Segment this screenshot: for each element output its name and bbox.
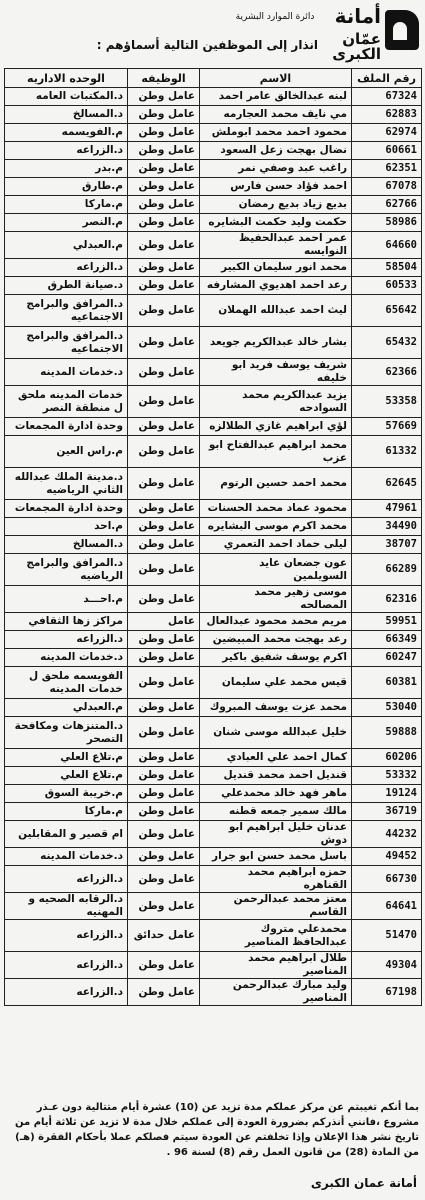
warning-heading: انذار إلى الموظفين التالية أسماؤهم :	[96, 38, 318, 52]
job-cell: عامل وطن	[128, 295, 200, 327]
table-row	[5, 436, 422, 468]
job-cell: عامل وطن	[128, 124, 200, 142]
file-number-cell: 47961	[352, 500, 422, 518]
file-number-cell: 62316	[352, 586, 422, 613]
file-number-cell: 62366	[352, 359, 422, 386]
file-number-cell: 60661	[352, 142, 422, 160]
file-number-cell: 67078	[352, 178, 422, 196]
table-row	[5, 500, 422, 518]
unit-cell: د.الزراعه	[5, 142, 128, 160]
table-row	[5, 586, 422, 613]
file-number-cell: 62974	[352, 124, 422, 142]
name-cell: عون جضعان عايد السويلمين	[200, 554, 352, 586]
table-row	[5, 952, 422, 979]
table-body	[5, 88, 422, 1006]
name-cell: محمد عزت يوسف المبروك	[200, 699, 352, 717]
gam-logo	[332, 2, 421, 63]
file-number-cell: 66349	[352, 631, 422, 649]
file-number-cell: 67324	[352, 88, 422, 106]
unit-cell: الفويسمه ملحق ل خدمات المدينه	[5, 667, 128, 699]
unit-cell: خدمات المدينه ملحق ل منطقة النصر	[5, 386, 128, 418]
unit-cell: م.العبدلي	[5, 699, 128, 717]
job-cell: عامل وطن	[128, 785, 200, 803]
file-number-cell: 38707	[352, 536, 422, 554]
file-number-cell: 53040	[352, 699, 422, 717]
name-cell: يزيد عبدالكريم محمد السوادحه	[200, 386, 352, 418]
name-cell: كمال احمد علي العبادي	[200, 749, 352, 767]
job-cell: عامل وطن	[128, 259, 200, 277]
job-cell: عامل وطن	[128, 586, 200, 613]
job-cell: عامل وطن	[128, 767, 200, 785]
job-cell: عامل وطن	[128, 749, 200, 767]
name-cell: شريف يوسف فريد ابو خليفه	[200, 359, 352, 386]
file-number-cell: 65642	[352, 295, 422, 327]
file-number-cell: 49452	[352, 848, 422, 866]
file-number-cell: 59888	[352, 717, 422, 749]
name-cell: باسل محمد حسن ابو جرار	[200, 848, 352, 866]
table-row	[5, 277, 422, 295]
column-header-name: الاسم	[200, 69, 352, 88]
unit-cell: د.خدمات المدينه	[5, 848, 128, 866]
name-cell: ماهر فهد خالد محمدعلي	[200, 785, 352, 803]
unit-cell: م.راس العين	[5, 436, 128, 468]
table-row	[5, 920, 422, 952]
unit-cell: د.الرقابه الصحيه و المهنيه	[5, 893, 128, 920]
unit-cell: م.بدر	[5, 160, 128, 178]
table-row	[5, 214, 422, 232]
name-cell: حمزه ابراهيم محمد القناهره	[200, 866, 352, 893]
table-row	[5, 767, 422, 785]
logo-text-line1: أمانة	[334, 4, 381, 28]
name-cell: بديع زياد بديع رمضان	[200, 196, 352, 214]
name-cell: احمد فؤاد حسن فارس	[200, 178, 352, 196]
file-number-cell: 60533	[352, 277, 422, 295]
unit-cell: د.الزراعه	[5, 631, 128, 649]
job-cell: عامل وطن	[128, 106, 200, 124]
table-row	[5, 866, 422, 893]
file-number-cell: 53332	[352, 767, 422, 785]
job-cell: عامل وطن	[128, 699, 200, 717]
job-cell: عامل وطن	[128, 160, 200, 178]
file-number-cell: 60247	[352, 649, 422, 667]
name-cell: لبنه عبدالخالق عامر احمد	[200, 88, 352, 106]
job-cell: عامل وطن	[128, 952, 200, 979]
job-cell: عامل وطن	[128, 386, 200, 418]
job-cell: عامل	[128, 613, 200, 631]
file-number-cell: 60381	[352, 667, 422, 699]
table-row	[5, 124, 422, 142]
table-row	[5, 418, 422, 436]
unit-cell: م.طارق	[5, 178, 128, 196]
table-row	[5, 536, 422, 554]
job-cell: عامل وطن	[128, 649, 200, 667]
department-name: دائرة الموارد البشرية	[235, 12, 315, 22]
job-cell: عامل وطن	[128, 178, 200, 196]
unit-cell: د.المرافق والبرامج الاجتماعيه	[5, 295, 128, 327]
name-cell: ليلى حماد احمد التعمري	[200, 536, 352, 554]
unit-cell: د.خدمات المدينه	[5, 359, 128, 386]
name-cell: رعد بهجت محمد المبيضين	[200, 631, 352, 649]
name-cell: ليث احمد عبدالله الهملان	[200, 295, 352, 327]
table-row	[5, 667, 422, 699]
job-cell: عامل وطن	[128, 468, 200, 500]
name-cell: بشار خالد عبدالكريم جويعد	[200, 327, 352, 359]
file-number-cell: 59951	[352, 613, 422, 631]
file-number-cell: 62351	[352, 160, 422, 178]
job-cell: عامل وطن	[128, 518, 200, 536]
unit-cell: د.المسالخ	[5, 106, 128, 124]
table-row	[5, 893, 422, 920]
column-header-file-number: رقم الملف	[352, 69, 422, 88]
table-row	[5, 613, 422, 631]
unit-cell: د.الزراعه	[5, 866, 128, 893]
table-row	[5, 327, 422, 359]
job-cell: عامل وطن	[128, 436, 200, 468]
file-number-cell: 34490	[352, 518, 422, 536]
table-row	[5, 106, 422, 124]
unit-cell: م.احـــد	[5, 586, 128, 613]
name-cell: محمدعلي متروك عبدالحافظ المناصير	[200, 920, 352, 952]
job-cell: عامل وطن	[128, 536, 200, 554]
file-number-cell: 62883	[352, 106, 422, 124]
unit-cell: د.الزراعه	[5, 259, 128, 277]
table-row	[5, 88, 422, 106]
table-row	[5, 468, 422, 500]
table-row	[5, 259, 422, 277]
table-row	[5, 848, 422, 866]
name-cell: مريم محمد محمود عبدالعال	[200, 613, 352, 631]
file-number-cell: 66730	[352, 866, 422, 893]
name-cell: لؤي ابراهيم غازي الطلالزه	[200, 418, 352, 436]
name-cell: راغب عبد وصفي نمر	[200, 160, 352, 178]
name-cell: محمد اكرم موسى البشايره	[200, 518, 352, 536]
table-row	[5, 178, 422, 196]
name-cell: محمد احمد حسين الرتوم	[200, 468, 352, 500]
name-cell: عمر احمد عبدالحفيظ النوايسه	[200, 232, 352, 259]
file-number-cell: 58504	[352, 259, 422, 277]
job-cell: عامل وطن	[128, 554, 200, 586]
job-cell: عامل وطن	[128, 277, 200, 295]
job-cell: عامل وطن	[128, 196, 200, 214]
file-number-cell: 62645	[352, 468, 422, 500]
table-row	[5, 518, 422, 536]
table-row	[5, 821, 422, 848]
gam-emblem-icon	[385, 10, 419, 50]
job-cell: عامل وطن	[128, 848, 200, 866]
name-cell: محمد انور سليمان الكبير	[200, 259, 352, 277]
job-cell: عامل وطن	[128, 866, 200, 893]
job-cell: عامل وطن	[128, 500, 200, 518]
unit-cell: د.مدينة الملك عبدالله الثاني الرياضيه	[5, 468, 128, 500]
unit-cell: وحدة ادارة المجمعات	[5, 500, 128, 518]
file-number-cell: 64660	[352, 232, 422, 259]
unit-cell: مراكز زها الثقافي	[5, 613, 128, 631]
name-cell: خليل عبدالله موسى شنان	[200, 717, 352, 749]
file-number-cell: 19124	[352, 785, 422, 803]
unit-cell: م.ماركا	[5, 803, 128, 821]
name-cell: طلال ابراهيم محمد المناصير	[200, 952, 352, 979]
name-cell: رعد احمد اهديوي المشارفه	[200, 277, 352, 295]
name-cell: وليد مبارك عبدالرحمن المناصير	[200, 979, 352, 1006]
file-number-cell: 57669	[352, 418, 422, 436]
notice-text: بما أنكم تغيبتم عن مركز عملكم مدة تزيد عن (10) عشرة أيام متتالية دون عـذر مشروع ،فانني أنذركم بضرورة العودة إلى عملكم خلال مدة لا تزيد عن ثلاثة أيام من تاريخ نشر هذا الإعلان وإذا تخلفتم عن العودة سيتم فصلكم عملا بأحكام الفقرة (هـ) من المادة (28) من قانون العمل رقم (8) لسنة 96 .	[15, 1102, 419, 1158]
job-cell: عامل وطن	[128, 803, 200, 821]
table-row	[5, 295, 422, 327]
unit-cell: م.النصر	[5, 214, 128, 232]
table-header-row	[5, 69, 422, 88]
unit-cell: م.الفويسمه	[5, 124, 128, 142]
job-cell: عامل وطن	[128, 142, 200, 160]
file-number-cell: 67198	[352, 979, 422, 1006]
signature: أمانة عمان الكبرى	[310, 1176, 417, 1190]
unit-cell: د.الزراعه	[5, 920, 128, 952]
table-row	[5, 142, 422, 160]
table-row	[5, 803, 422, 821]
name-cell: محمود عماد محمد الحسنات	[200, 500, 352, 518]
job-cell: عامل وطن	[128, 88, 200, 106]
job-cell: عامل وطن	[128, 359, 200, 386]
unit-cell: د.المسالخ	[5, 536, 128, 554]
unit-cell: م.خريبة السوق	[5, 785, 128, 803]
name-cell: معتز محمد عبدالرحمن القاسم	[200, 893, 352, 920]
name-cell: قنديل احمد محمد قنديل	[200, 767, 352, 785]
unit-cell: م.تلاع العلي	[5, 749, 128, 767]
name-cell: محمود احمد محمد ابوملش	[200, 124, 352, 142]
table-row	[5, 717, 422, 749]
file-number-cell: 65432	[352, 327, 422, 359]
file-number-cell: 66289	[352, 554, 422, 586]
table-row	[5, 785, 422, 803]
name-cell: حكمت وليد حكمت البشايره	[200, 214, 352, 232]
table-row	[5, 554, 422, 586]
job-cell: عامل وطن	[128, 418, 200, 436]
file-number-cell: 62766	[352, 196, 422, 214]
job-cell: عامل وطن	[128, 667, 200, 699]
job-cell: عامل وطن	[128, 232, 200, 259]
job-cell: عامل وطن	[128, 979, 200, 1006]
unit-cell: م.تلاع العلي	[5, 767, 128, 785]
job-cell: عامل وطن	[128, 214, 200, 232]
unit-cell: م.ماركا	[5, 196, 128, 214]
table-row	[5, 196, 422, 214]
file-number-cell: 49304	[352, 952, 422, 979]
job-cell: عامل وطن	[128, 821, 200, 848]
table-row	[5, 979, 422, 1006]
unit-cell: د.المكتبات العامه	[5, 88, 128, 106]
job-cell: عامل وطن	[128, 717, 200, 749]
unit-cell: م.احد	[5, 518, 128, 536]
unit-cell: د.المرافق والبرامج الرياضيه	[5, 554, 128, 586]
name-cell: محمد ابراهيم عبدالفتاح ابو عزب	[200, 436, 352, 468]
unit-cell: د.الزراعه	[5, 979, 128, 1006]
job-cell: عامل وطن	[128, 631, 200, 649]
unit-cell: د.خدمات المدينه	[5, 649, 128, 667]
unit-cell: د.صيانة الطرق	[5, 277, 128, 295]
job-cell: عامل وطن	[128, 893, 200, 920]
name-cell: مي نايف محمد العجارمه	[200, 106, 352, 124]
file-number-cell: 60206	[352, 749, 422, 767]
logo-text-line2: عمّان الكبرى	[332, 30, 381, 63]
name-cell: موسى زهير محمد المصالحه	[200, 586, 352, 613]
file-number-cell: 58986	[352, 214, 422, 232]
job-cell: عامل حدائق	[128, 920, 200, 952]
column-header-unit: الوحده الاداريه	[5, 69, 128, 88]
name-cell: قيس محمد علي سليمان	[200, 667, 352, 699]
file-number-cell: 53358	[352, 386, 422, 418]
name-cell: اكرم يوسف شفيق باكير	[200, 649, 352, 667]
file-number-cell: 51470	[352, 920, 422, 952]
table-row	[5, 386, 422, 418]
unit-cell: د.المتنزهات ومكافحة التصحر	[5, 717, 128, 749]
unit-cell: د.الزراعه	[5, 952, 128, 979]
job-cell: عامل وطن	[128, 327, 200, 359]
table-row	[5, 699, 422, 717]
name-cell: مالك سمير جمعه قطنه	[200, 803, 352, 821]
employee-table	[4, 68, 422, 1006]
file-number-cell: 61332	[352, 436, 422, 468]
file-number-cell: 44232	[352, 821, 422, 848]
table-row	[5, 749, 422, 767]
unit-cell: وحدة ادارة المجمعات	[5, 418, 128, 436]
column-header-job: الوظيفه	[128, 69, 200, 88]
file-number-cell: 36719	[352, 803, 422, 821]
table-row	[5, 160, 422, 178]
name-cell: عدنان خليل ابراهيم ابو دوش	[200, 821, 352, 848]
table-row	[5, 359, 422, 386]
table-row	[5, 631, 422, 649]
file-number-cell: 64641	[352, 893, 422, 920]
table-row	[5, 649, 422, 667]
unit-cell: م.العبدلي	[5, 232, 128, 259]
table-row	[5, 232, 422, 259]
unit-cell: ام قصير و المقابلين	[5, 821, 128, 848]
unit-cell: د.المرافق والبرامج الاجتماعيه	[5, 327, 128, 359]
header	[0, 0, 425, 66]
name-cell: نضال بهجت زعل السعود	[200, 142, 352, 160]
